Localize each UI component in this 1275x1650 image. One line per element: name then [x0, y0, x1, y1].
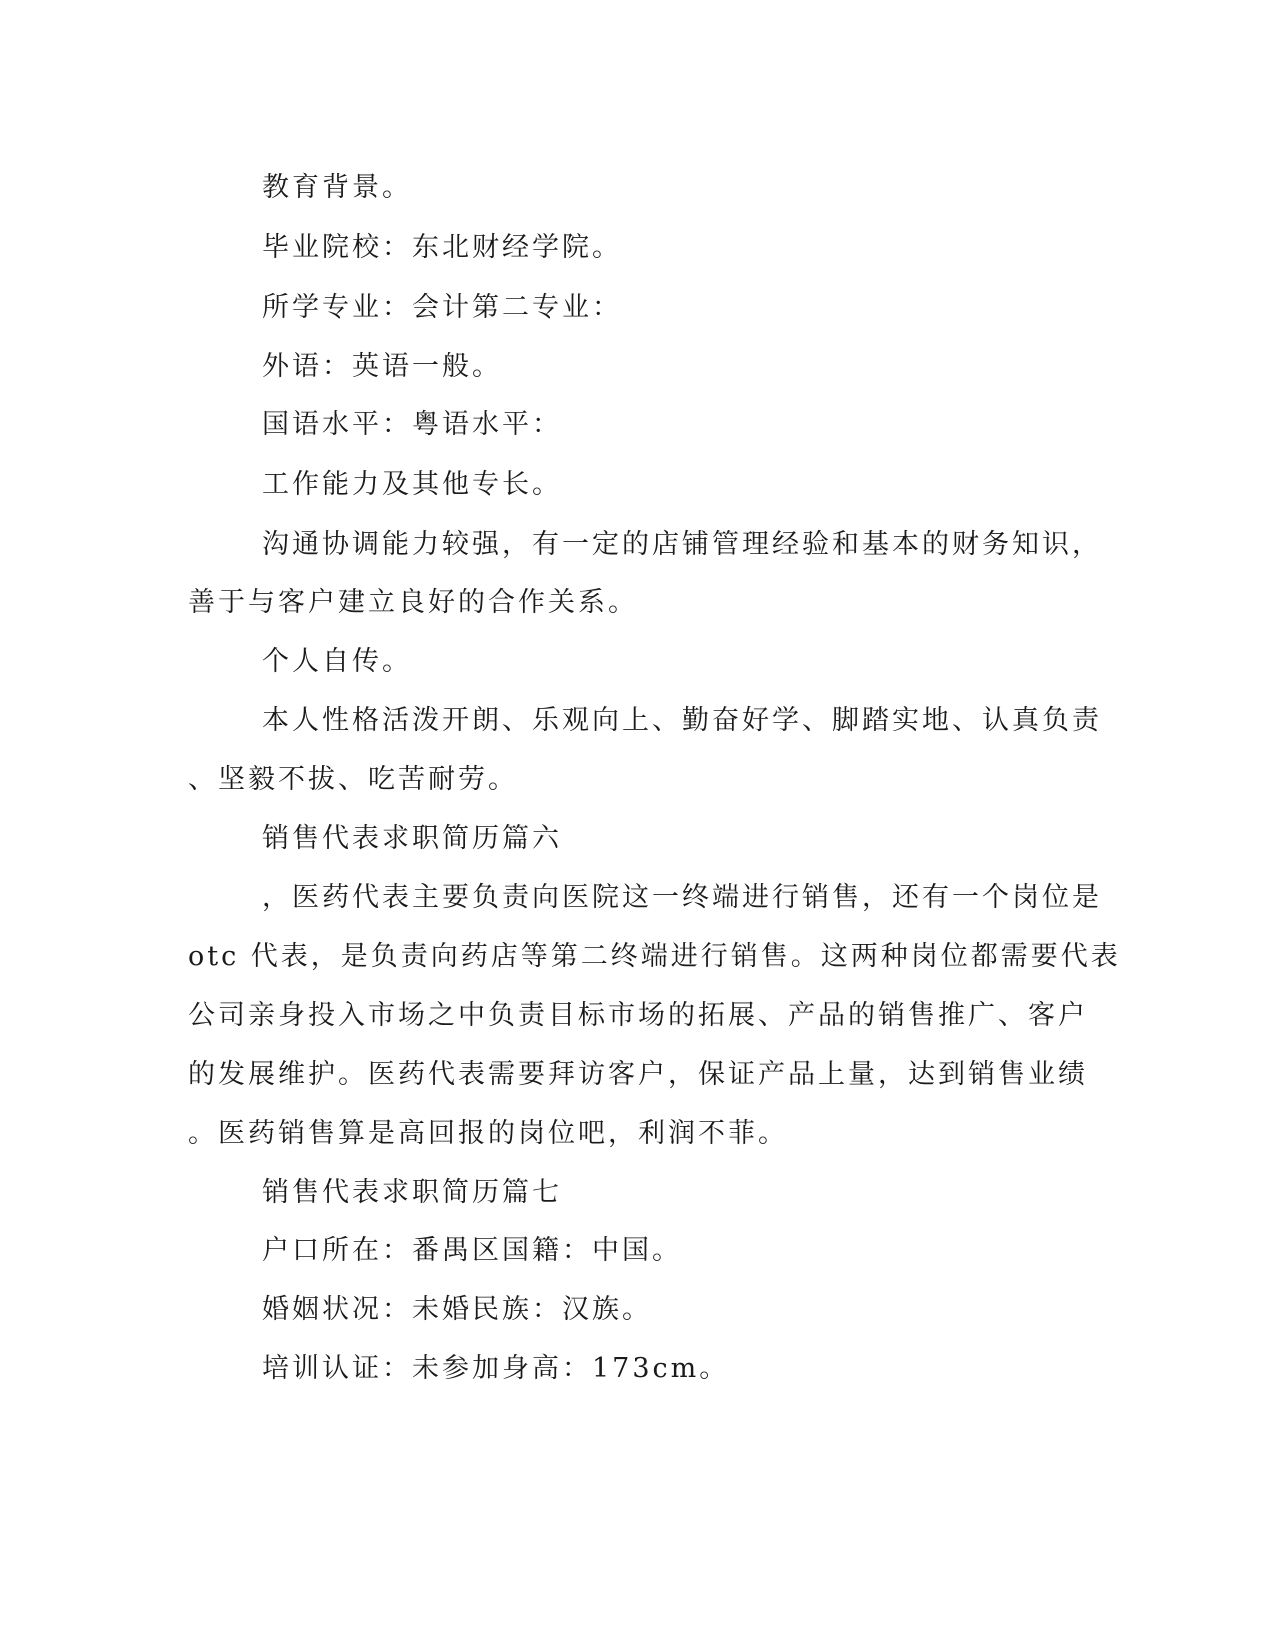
skills-paragraph-line-1: 沟通协调能力较强，有一定的店铺管理经验和基本的财务知识，	[262, 529, 1102, 560]
marital-status-line: 婚姻状况：未婚民族：汉族。	[262, 1294, 652, 1325]
training-line: 培训认证：未参加身高：173cm。	[262, 1353, 730, 1384]
self-intro-line-1: 本人性格活泼开朗、乐观向上、勤奋好学、脚踏实地、认真负责	[262, 705, 1102, 736]
section-heading-part-six: 销售代表求职简历篇六	[262, 823, 562, 854]
graduation-school-line: 毕业院校：东北财经学院。	[262, 232, 622, 263]
foreign-language-line: 外语：英语一般。	[262, 351, 502, 382]
part-six-paragraph-line-3: 公司亲身投入市场之中负责目标市场的拓展、产品的销售推广、客户	[188, 1000, 1088, 1031]
residence-line: 户口所在：番禺区国籍：中国。	[262, 1235, 682, 1266]
section-heading-self-intro: 个人自传。	[262, 646, 412, 677]
major-line: 所学专业：会计第二专业：	[262, 292, 622, 323]
section-heading-skills: 工作能力及其他专长。	[262, 469, 562, 500]
section-heading-part-seven: 销售代表求职简历篇七	[262, 1177, 562, 1208]
part-six-paragraph-line-2: otc 代表，是负责向药店等第二终端进行销售。这两种岗位都需要代表	[188, 941, 1121, 972]
language-level-line: 国语水平：粤语水平：	[262, 409, 562, 440]
part-six-paragraph-line-4: 的发展维护。医药代表需要拜访客户，保证产品上量，达到销售业绩	[188, 1059, 1088, 1090]
self-intro-line-2: 、坚毅不拔、吃苦耐劳。	[188, 764, 518, 795]
part-six-paragraph-line-1: ，医药代表主要负责向医院这一终端进行销售，还有一个岗位是	[262, 882, 1102, 913]
part-six-paragraph-line-5: 。医药销售算是高回报的岗位吧，利润不菲。	[188, 1118, 788, 1149]
skills-paragraph-line-2: 善于与客户建立良好的合作关系。	[188, 587, 638, 618]
section-heading-education: 教育背景。	[262, 172, 412, 203]
